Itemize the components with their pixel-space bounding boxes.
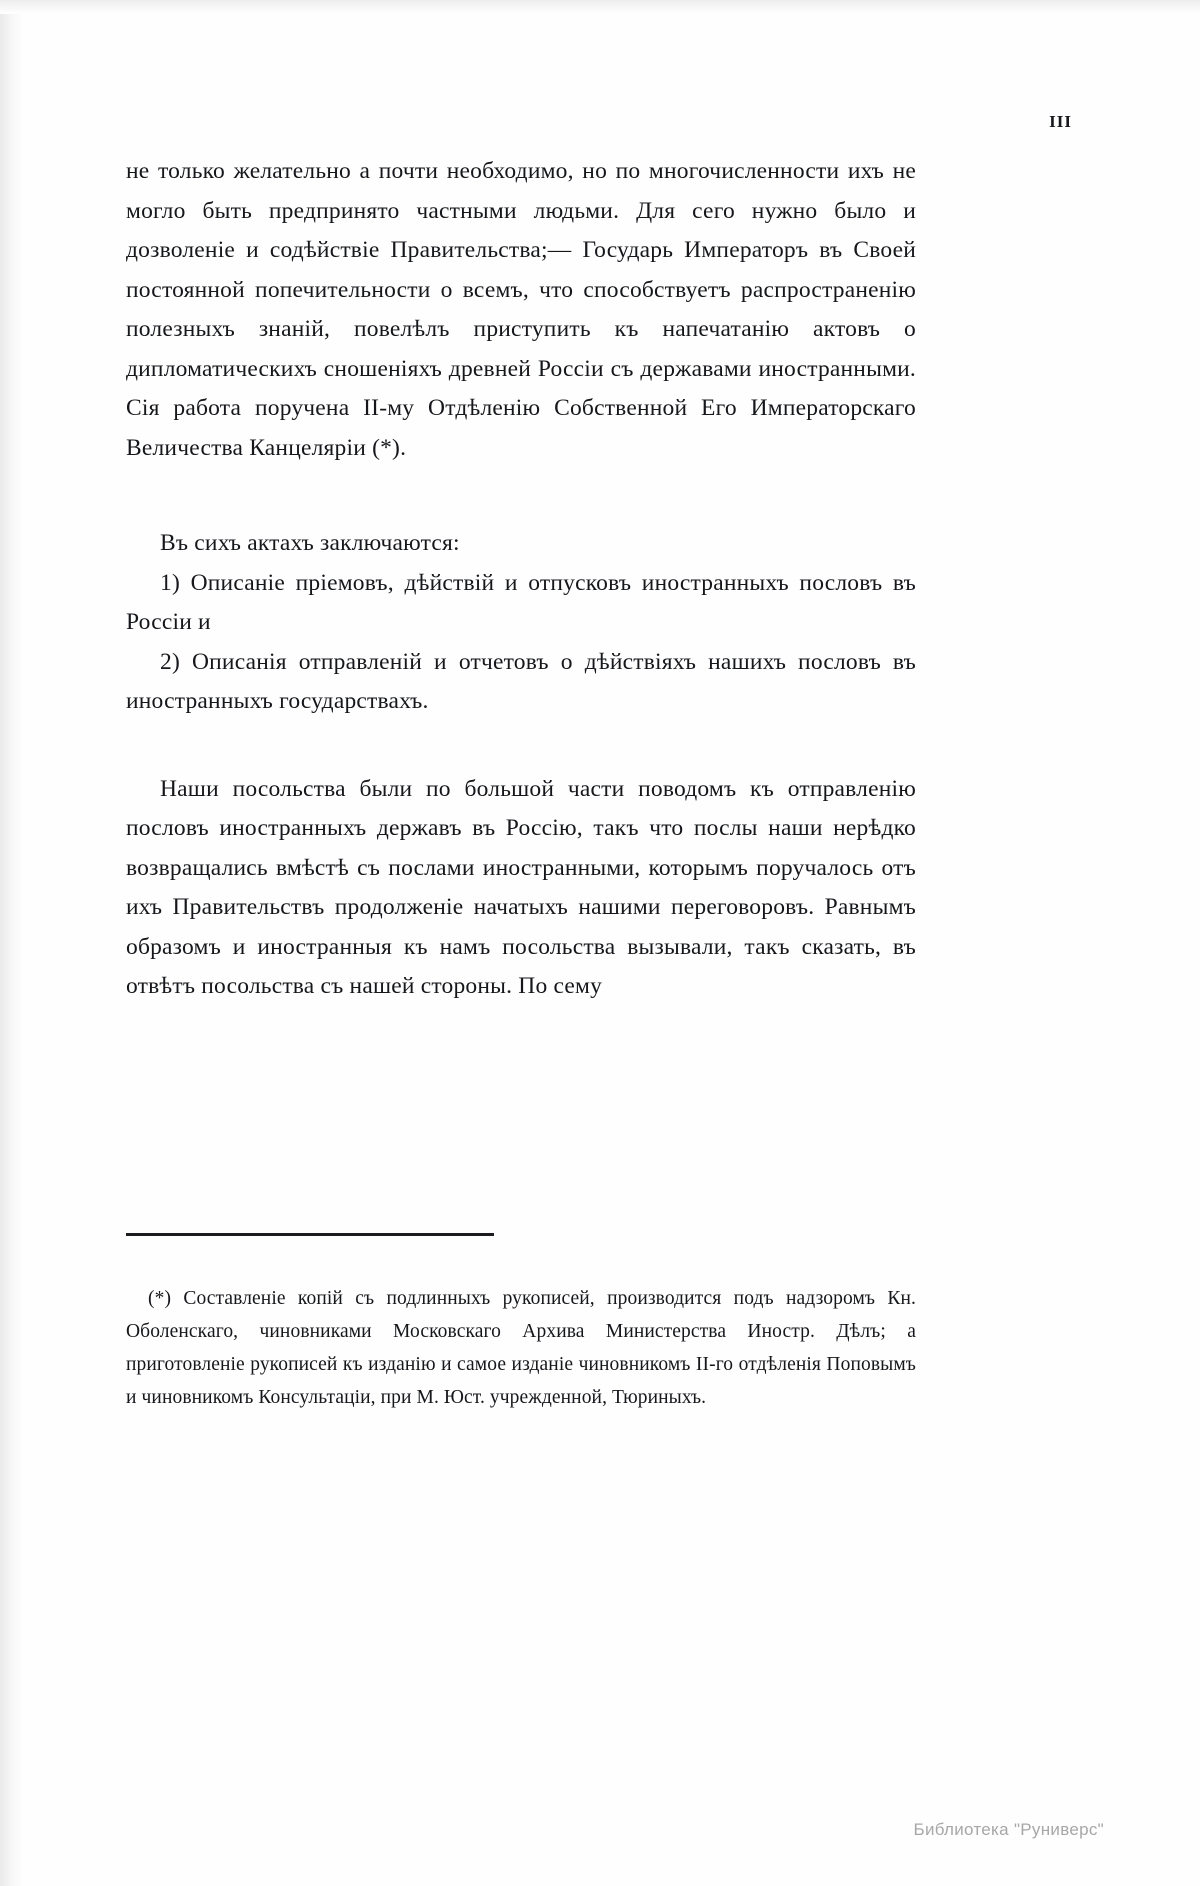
page-body [126,152,916,1007]
footnote-rule [126,1233,494,1236]
paragraph-embassies: Наши посольства были по большой части поводомъ къ отправленію пословъ иностранныхъ державъ въ Россію, такъ что послы наши нерѣдко возвращались вмѣстѣ съ послами иностранными, которымъ поручалось отъ ихъ Правительствъ продолженіе начатыхъ нашими переговоровъ. Равнымъ образомъ и иностранныя къ намъ посольства вызывали, такъ сказать, въ отвѣтъ посольства съ нашей стороны. По сему [126,775,916,999]
footnote-text: (*) Составленіе копій съ подлинныхъ рукописей, производится подъ надзоромъ Кн. Оболенскаго, чиновниками Московскаго Архива Министерства Иностр. Дѣлъ; а приготовленіе рукописей къ изданію и самое изданіе чиновникомъ II-го отдѣленія Поповымъ и чиновникомъ Консультаціи, при М. Юст. учрежденной, Тюриныхъ. [126,1288,916,1408]
scan-edge-shadow [0,0,26,1886]
list-item-1: 1) Описаніе пріемовъ, дѣйствій и отпусковъ иностранныхъ пословъ въ Россіи и [126,569,916,635]
scan-edge-shadow-top [0,0,1200,14]
paragraph-spacer [126,468,916,524]
footnote-block [126,1282,916,1414]
paragraph-intro: не только желательно а почти необходимо, но по многочисленности ихъ не могло быть предпринято частными людьми. Для сего нужно было и дозволеніе и содѣйствіе Правительства;— Государь Императоръ въ Своей постоянной попечительности о всемъ, что способствуетъ распространенію полезныхъ знаній, повелѣлъ приступить къ напечатанію актовъ о дипломатическихъ сношеніяхъ древней Россіи съ державами иностранными. Сія работа поручена II-му Отдѣленію Собственной Его Императорскаго Величества Канцеляріи (*). [126,158,916,461]
list-item-2: 2) Описанія отправленій и отчетовъ о дѣйствіяхъ нашихъ пословъ въ иностранныхъ государствахъ. [126,648,916,714]
page-number: III [1049,112,1072,131]
paragraph-spacer-2 [126,722,916,770]
library-watermark: Библиотека "Руниверс" [913,1820,1104,1839]
paragraph-list-lead: Въ сихъ актахъ заключаются: [160,530,460,556]
